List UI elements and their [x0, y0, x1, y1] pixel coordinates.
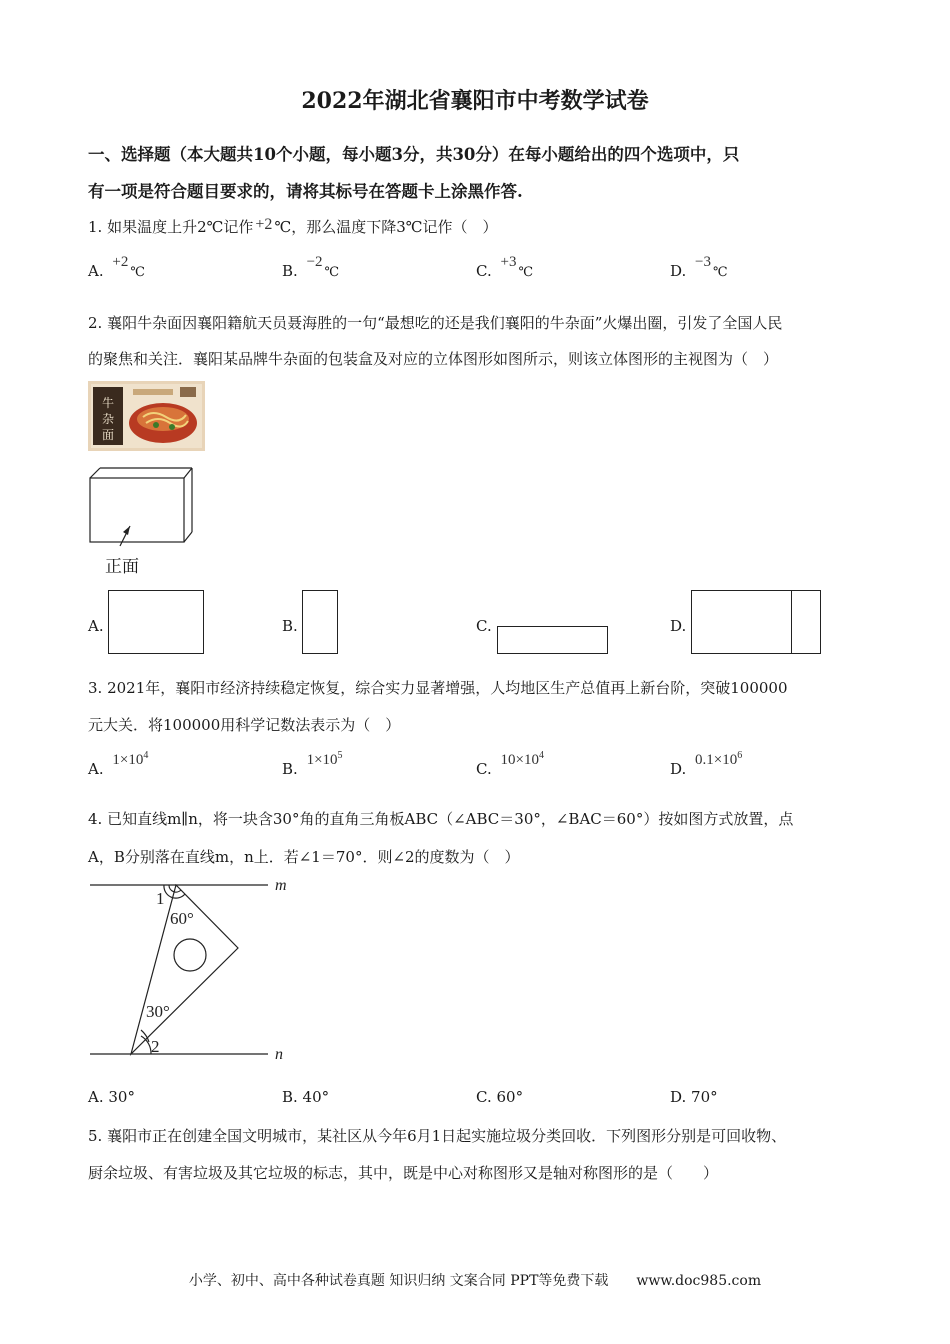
- line-m-label: m: [275, 877, 287, 894]
- q4-option-c[interactable]: C. 60°: [476, 1088, 524, 1106]
- page-footer[interactable]: 小学、初中、高中各种试卷真题 知识归纳 文案合同 PPT等免费下载 www.doc985.com: [188, 1273, 762, 1289]
- triangle-hole: [174, 939, 206, 971]
- q3-option-d[interactable]: D. $0.1\times 10^6$: [670, 750, 743, 778]
- q1-option-d[interactable]: D. −3℃: [670, 254, 728, 280]
- q2-option-b-shape[interactable]: [302, 590, 338, 654]
- q4-line1: 4. 已知直线m∥n，将一块含30°角的直角三角板ABC（∠ABC＝30°，∠BAC＝60°）按如图方式放置，点: [88, 810, 794, 828]
- angle-1-label: 1: [156, 889, 165, 908]
- q4-option-b[interactable]: B. 40°: [282, 1088, 330, 1106]
- q2-option-d-divider: [791, 591, 792, 653]
- q2-option-a-shape[interactable]: [108, 590, 204, 654]
- angle-30-label: 30°: [146, 1002, 170, 1021]
- q3-option-b[interactable]: B. $1\times 10^5$: [282, 750, 343, 778]
- q1-text-b: ℃，那么温度下降3℃记作（ ）: [274, 218, 498, 236]
- q4-line2: A，B分别落在直线m，n上．若∠1＝70°．则∠2的度数为（ ）: [88, 848, 520, 866]
- q1-text-a: 1. 如果温度上升2℃记作: [88, 218, 254, 236]
- line-n-label: n: [275, 1046, 283, 1063]
- q2-line2: 的聚焦和关注．襄阳某品牌牛杂面的包装盒及对应的立体图形如图所示，则该立体图形的主视图为（ ）: [88, 350, 779, 368]
- photo-text-1: 牛: [101, 396, 115, 410]
- q3-option-c[interactable]: C. $10\times 10^4$: [476, 750, 544, 778]
- q2-option-c-label[interactable]: C.: [476, 617, 492, 635]
- q2-option-b-label[interactable]: B.: [282, 617, 298, 635]
- q2-option-d-shape[interactable]: [691, 590, 821, 654]
- q3-line1: 3. 2021年，襄阳市经济持续稳定恢复，综合实力显著增强，人均地区生产总值再上新台阶，突破100000: [88, 679, 788, 697]
- angle-2-label: 2: [151, 1037, 160, 1056]
- q4-option-a[interactable]: A. 30°: [88, 1088, 135, 1106]
- question-1: [88, 216, 498, 237]
- q2-line1: 2. 襄阳牛杂面因襄阳籍航天员聂海胜的一句“最想吃的还是我们襄阳的牛杂面”火爆出圈，引发了全国人民: [88, 314, 783, 332]
- section-header-line1: 一、选择题（本大题共10个小题，每小题3分，共30分）在每小题给出的四个选项中，只: [88, 145, 740, 164]
- q3-line2: 元大关．将100000用科学记数法表示为（ ）: [88, 716, 401, 734]
- page-title: 2022年湖北省襄阳市中考数学试卷: [301, 88, 649, 114]
- q2-option-a-label[interactable]: A.: [88, 617, 104, 635]
- q1-expr: +2: [255, 216, 273, 233]
- q1-option-c[interactable]: C. +3℃: [476, 254, 534, 280]
- q1-option-b[interactable]: B. −2℃: [282, 254, 340, 280]
- photo-text-3: 面: [101, 428, 115, 442]
- section-header-line2: 有一项是符合题目要求的，请将其标号在答题卡上涂黑作答.: [88, 182, 523, 201]
- photo-text-2: 杂: [101, 412, 115, 426]
- q2-option-c-shape[interactable]: [497, 626, 608, 654]
- q4-option-d[interactable]: D. 70°: [670, 1088, 718, 1106]
- q3-option-a[interactable]: A. $1\times 10^4$: [88, 750, 149, 778]
- front-label: 正面: [105, 557, 139, 576]
- q2-option-d-label[interactable]: D.: [670, 617, 687, 635]
- q1-option-a[interactable]: A. +2℃: [88, 254, 145, 280]
- q5-line1: 5. 襄阳市正在创建全国文明城市，某社区从今年6月1日起实施垃圾分类回收．下列图形分别是可回收物、: [88, 1127, 787, 1145]
- angle-60-label: 60°: [170, 909, 194, 928]
- noodle-package-photo: [88, 381, 205, 451]
- triangle-figure: [88, 872, 298, 1067]
- q5-line2: 厨余垃圾、有害垃圾及其它垃圾的标志，其中，既是中心对称图形又是轴对称图形的是（ ）: [88, 1164, 719, 1182]
